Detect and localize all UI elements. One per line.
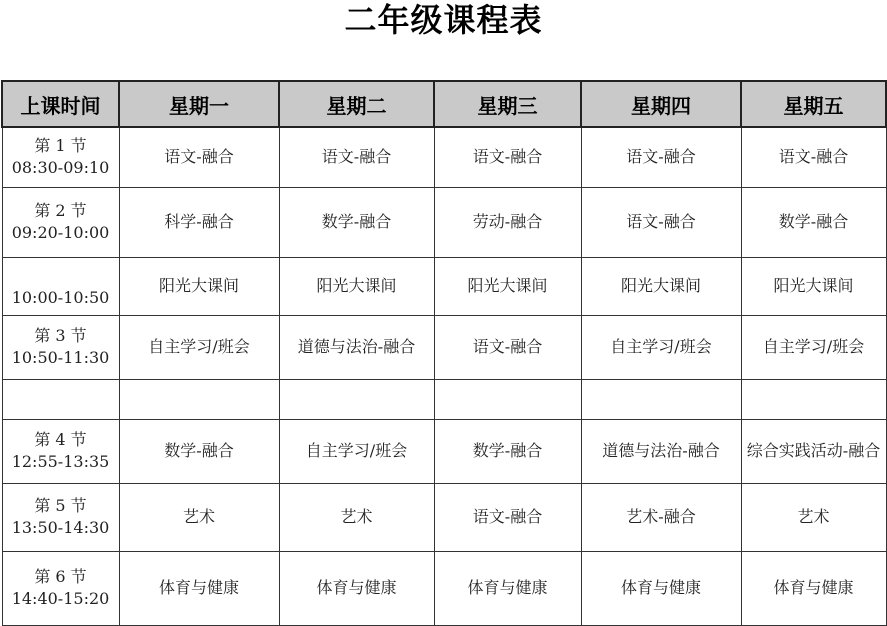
time-range: 14:40-15:20	[11, 589, 110, 608]
table-row	[2, 315, 886, 379]
class-cell: 阳光大课间	[741, 257, 886, 315]
class-cell: 艺术-融合	[581, 483, 741, 551]
period-label: 第 6 节	[34, 567, 87, 586]
class-cell: 体育与健康	[119, 551, 279, 625]
table-row	[2, 187, 886, 257]
class-cell: 道德与法治-融合	[581, 419, 741, 483]
class-cell: 阳光大课间	[279, 257, 434, 315]
header-tuesday: 星期二	[279, 81, 434, 127]
time-cell	[2, 257, 119, 315]
class-cell: 阳光大课间	[434, 257, 581, 315]
time-range: 10:00-10:50	[11, 287, 110, 307]
period-label: 第 2 节	[34, 201, 87, 220]
class-cell: 语文-融合	[434, 315, 581, 379]
class-cell: 自主学习/班会	[741, 315, 886, 379]
header-friday: 星期五	[741, 81, 886, 127]
class-cell: 体育与健康	[279, 551, 434, 625]
class-cell: 自主学习/班会	[279, 419, 434, 483]
table-row	[2, 257, 886, 315]
class-cell: 艺术	[741, 483, 886, 551]
class-cell: 艺术	[119, 483, 279, 551]
table-row	[2, 379, 886, 419]
class-cell: 语文-融合	[434, 127, 581, 187]
period-label: 第 1 节	[34, 136, 87, 156]
class-cell: 自主学习/班会	[119, 315, 279, 379]
class-cell	[279, 379, 434, 419]
header-thursday: 星期四	[581, 81, 741, 127]
class-cell	[434, 379, 581, 419]
class-cell: 阳光大课间	[119, 257, 279, 315]
header-row	[2, 81, 886, 127]
page-title: 二年级课程表	[344, 1, 543, 39]
header-time: 上课时间	[2, 81, 119, 127]
class-cell: 数学-融合	[741, 187, 886, 257]
time-cell	[2, 379, 119, 419]
class-cell: 语文-融合	[434, 483, 581, 551]
time-cell	[2, 315, 119, 379]
class-cell: 劳动-融合	[434, 187, 581, 257]
class-cell: 道德与法治-融合	[279, 315, 434, 379]
class-cell	[741, 379, 886, 419]
class-cell: 语文-融合	[741, 127, 886, 187]
time-range: 13:50-14:30	[11, 518, 110, 537]
class-cell: 综合实践活动-融合	[741, 419, 886, 483]
time-cell	[2, 127, 119, 187]
time-range: 10:50-11:30	[11, 348, 110, 367]
class-cell	[119, 379, 279, 419]
time-cell	[2, 551, 119, 625]
period-label: 第 3 节	[34, 326, 87, 345]
class-cell: 语文-融合	[279, 127, 434, 187]
time-range: 08:30-09:10	[11, 158, 110, 178]
class-cell: 数学-融合	[279, 187, 434, 257]
class-cell: 语文-融合	[119, 127, 279, 187]
class-cell: 阳光大课间	[581, 257, 741, 315]
class-cell: 数学-融合	[119, 419, 279, 483]
class-cell	[581, 379, 741, 419]
class-cell: 体育与健康	[581, 551, 741, 625]
table-row	[2, 551, 886, 625]
class-cell: 自主学习/班会	[581, 315, 741, 379]
period-label: 第 5 节	[34, 496, 87, 515]
class-cell: 科学-融合	[119, 187, 279, 257]
table-row	[2, 419, 886, 483]
class-cell: 数学-融合	[434, 419, 581, 483]
time-cell	[2, 483, 119, 551]
table-row	[2, 127, 886, 187]
time-range: 09:20-10:00	[11, 223, 110, 242]
time-range: 12:55-13:35	[11, 452, 110, 471]
class-cell: 艺术	[279, 483, 434, 551]
header-wednesday: 星期三	[434, 81, 581, 127]
time-cell	[2, 419, 119, 483]
header-monday: 星期一	[119, 81, 279, 127]
table-row	[2, 483, 886, 551]
class-cell: 体育与健康	[434, 551, 581, 625]
class-cell: 体育与健康	[741, 551, 886, 625]
time-cell	[2, 187, 119, 257]
period-label: 第 4 节	[34, 430, 87, 449]
schedule-table	[1, 80, 887, 626]
class-cell: 语文-融合	[581, 127, 741, 187]
class-cell: 语文-融合	[581, 187, 741, 257]
